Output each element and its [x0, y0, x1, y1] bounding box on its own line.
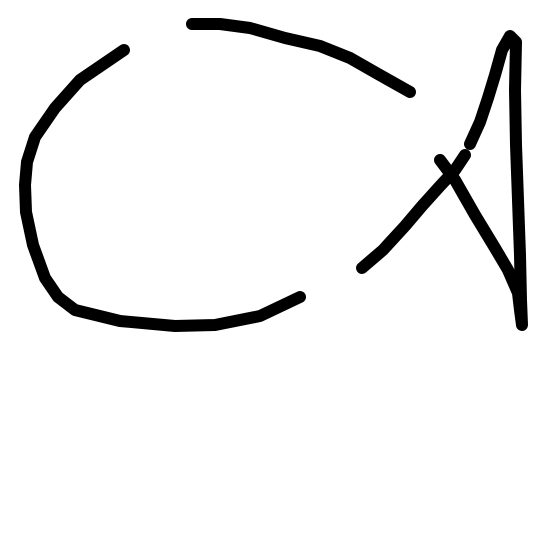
- fish-strokes: [25, 24, 522, 326]
- fish-body-upper-right-stroke: [192, 24, 410, 92]
- fish-tail-stroke: [440, 36, 522, 325]
- fish-body-upper-left-stroke: [25, 50, 300, 326]
